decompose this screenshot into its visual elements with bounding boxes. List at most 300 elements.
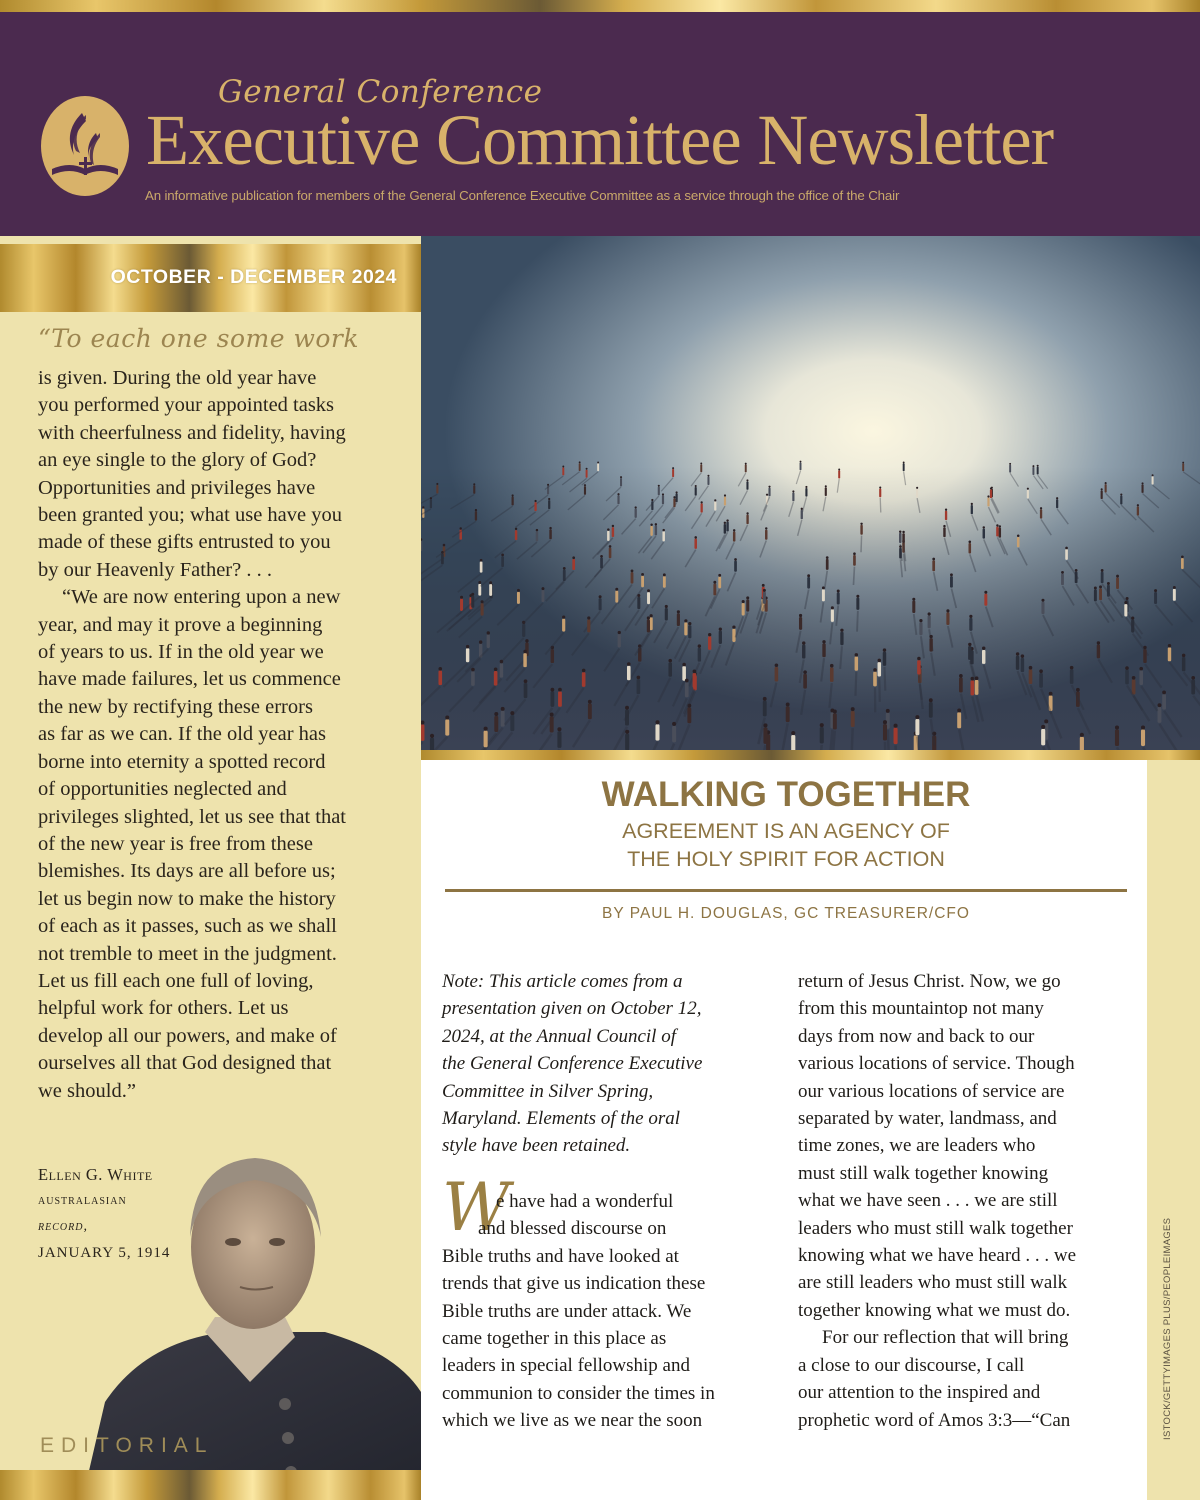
note-line: Note: This article comes from a	[442, 971, 683, 992]
person-head	[466, 645, 469, 648]
person-head	[438, 667, 442, 671]
person-head	[851, 707, 855, 711]
person-head	[695, 485, 697, 487]
person-head	[803, 670, 807, 674]
person-head	[534, 500, 536, 502]
person-figure	[987, 497, 989, 506]
quote-paragraph-2	[38, 584, 408, 1105]
person-figure	[655, 526, 657, 536]
article-header	[445, 775, 1127, 873]
person-figure	[655, 724, 659, 740]
person-figure	[668, 662, 672, 676]
person-figure	[695, 487, 697, 496]
byline: BY PAUL H. DOUGLAS, GC TREASURER/CFO	[602, 905, 970, 922]
person-head	[698, 644, 701, 647]
person-head	[946, 609, 949, 612]
person-figure	[484, 731, 488, 748]
person-head	[1040, 507, 1042, 509]
person-head	[742, 600, 745, 603]
publication-name-2: record,	[38, 1219, 88, 1234]
quote-line: ourselves all that God designed that	[38, 1052, 332, 1075]
person-figure	[673, 498, 675, 507]
person-figure	[1097, 645, 1100, 659]
quote-attribution	[38, 1162, 170, 1266]
quote-line: of years to us. If in the old year we	[38, 641, 324, 664]
adventist-flame-logo-icon	[40, 95, 130, 197]
person-figure	[745, 465, 747, 473]
person-head	[655, 523, 657, 525]
person-head	[1124, 601, 1127, 604]
person-figure	[599, 598, 602, 610]
person-head	[1116, 575, 1119, 578]
person-figure	[1125, 670, 1129, 685]
person-figure	[512, 496, 514, 505]
right-cream-strip	[1147, 760, 1200, 1500]
figure-shadow	[855, 672, 856, 696]
person-figure	[607, 531, 609, 541]
person-head	[1182, 654, 1186, 658]
person-head	[732, 626, 735, 629]
person-figure	[825, 487, 827, 496]
note-line: the General Conference Executive	[442, 1053, 703, 1075]
person-figure	[1099, 588, 1102, 600]
person-head	[517, 589, 520, 592]
person-head	[746, 512, 748, 514]
body-line: a close to our discourse, I call	[798, 1354, 1025, 1376]
person-head	[473, 483, 475, 485]
body-line: leaders in special fellowship and	[442, 1355, 690, 1377]
note-line: style have been retained.	[442, 1135, 631, 1157]
figure-shadow	[884, 667, 885, 691]
person-head	[838, 468, 840, 470]
person-head	[975, 676, 979, 680]
body-line: e have had a wonderful	[496, 1191, 674, 1212]
person-figure	[1065, 549, 1068, 560]
person-figure	[647, 592, 650, 604]
person-head	[1101, 569, 1104, 572]
person-figure	[694, 539, 697, 549]
person-head	[637, 594, 640, 597]
person-head	[1115, 725, 1119, 729]
person-figure	[676, 493, 678, 502]
person-figure	[1105, 484, 1107, 493]
person-head	[1044, 719, 1048, 723]
quote-line: we should.”	[38, 1079, 136, 1102]
person-head	[694, 536, 697, 539]
person-head	[658, 485, 660, 487]
person-head	[475, 509, 477, 511]
person-head	[860, 523, 862, 525]
person-head	[586, 468, 588, 470]
person-figure	[801, 510, 803, 519]
person-head	[765, 527, 767, 529]
person-figure	[732, 629, 735, 642]
person-figure	[682, 666, 686, 681]
person-head	[826, 556, 829, 559]
person-head	[481, 600, 484, 603]
person-head	[768, 486, 770, 488]
person-head	[584, 484, 586, 486]
person-head	[641, 573, 644, 576]
tagline: An informative publication for members of the General Conference Executive Committee as a service through the office of the Chair	[145, 188, 900, 203]
person-figure	[820, 727, 824, 744]
person-head	[562, 466, 564, 468]
person-figure	[1016, 656, 1019, 670]
person-figure	[928, 615, 931, 628]
publication-record: record	[38, 1219, 84, 1234]
person-figure	[768, 488, 770, 497]
person-head	[763, 723, 767, 727]
person-figure	[765, 530, 767, 540]
person-figure	[551, 649, 554, 663]
person-figure	[763, 592, 766, 604]
person-head	[903, 462, 905, 464]
person-figure	[523, 653, 526, 667]
figure-shadow	[861, 536, 862, 553]
person-head	[734, 558, 737, 561]
quote-line: blemishes. Its days are all before us;	[38, 860, 336, 883]
note-line: 2024, at the Annual Council of	[442, 1025, 676, 1047]
figure-shadow	[852, 728, 853, 750]
quote-line: with cheerfulness and fidelity, having	[38, 421, 346, 444]
person-head	[902, 531, 904, 533]
person-figure	[856, 598, 859, 610]
person-head	[708, 633, 711, 636]
person-head	[422, 506, 424, 508]
person-figure	[612, 527, 614, 537]
person-figure	[719, 631, 722, 644]
person-figure	[1037, 467, 1039, 475]
person-figure	[1158, 707, 1162, 723]
person-head	[1173, 586, 1176, 589]
article-column-2	[798, 968, 1143, 1434]
person-head	[1065, 547, 1068, 550]
person-head	[1143, 646, 1146, 649]
person-head	[894, 724, 898, 728]
person-head	[655, 720, 659, 724]
person-head	[943, 525, 945, 527]
person-figure	[957, 712, 961, 728]
person-figure	[481, 603, 484, 615]
person-head	[471, 668, 475, 672]
body-line: days from now and back to our	[798, 1025, 1035, 1047]
person-figure	[822, 589, 825, 601]
bottom-gold-bar	[0, 1470, 421, 1500]
person-figure	[915, 719, 919, 735]
person-head	[685, 679, 689, 683]
quote-line: of opportunities neglected and	[38, 778, 287, 801]
person-figure	[663, 576, 666, 588]
person-figure	[734, 561, 737, 572]
person-head	[840, 629, 843, 632]
person-figure	[1017, 537, 1020, 547]
person-head	[615, 588, 618, 591]
person-head	[718, 574, 721, 577]
person-head	[855, 653, 858, 656]
person-figure	[436, 485, 438, 494]
person-head	[932, 558, 935, 561]
person-head	[1029, 666, 1033, 670]
person-head	[825, 485, 827, 487]
person-head	[662, 529, 664, 531]
person-head	[1162, 690, 1166, 694]
body-line: various locations of service. Though	[798, 1053, 1075, 1075]
person-head	[478, 581, 481, 584]
person-head	[959, 674, 963, 678]
person-head	[700, 462, 702, 464]
person-figure	[917, 660, 921, 674]
person-head	[1139, 667, 1143, 671]
person-head	[430, 734, 434, 738]
person-figure	[662, 531, 664, 541]
script-title: General Conference	[218, 74, 543, 110]
person-head	[501, 707, 505, 711]
person-figure	[969, 618, 972, 631]
person-head	[443, 544, 446, 547]
person-head	[489, 581, 492, 584]
issue-date: OCTOBER - DECEMBER 2024	[110, 266, 397, 288]
person-head	[662, 493, 664, 495]
person-head	[833, 710, 837, 714]
person-head	[912, 598, 915, 601]
body-line: For our reflection that will bring	[822, 1327, 1069, 1349]
person-figure	[724, 524, 726, 534]
person-head	[714, 499, 716, 501]
person-head	[929, 698, 933, 702]
person-figure	[873, 672, 877, 687]
person-head	[1125, 666, 1129, 670]
body-line: came together in this place as	[442, 1328, 667, 1350]
person-head	[600, 555, 603, 558]
person-head	[724, 522, 726, 524]
person-figure	[579, 463, 581, 471]
person-figure	[597, 463, 599, 471]
person-figure	[726, 522, 728, 532]
person-head	[460, 596, 463, 599]
person-head	[915, 715, 919, 719]
person-head	[515, 528, 517, 530]
person-head	[1137, 504, 1139, 506]
person-figure	[421, 724, 424, 740]
person-figure	[1070, 669, 1074, 684]
person-figure	[684, 622, 687, 635]
person-figure	[501, 711, 505, 727]
body-line: together knowing what we must do.	[798, 1299, 1071, 1321]
editor-note	[442, 968, 782, 1160]
quote-line: let us begin now to make the history	[38, 887, 336, 910]
person-figure	[912, 601, 915, 613]
person-figure	[557, 731, 561, 748]
person-figure	[562, 619, 565, 632]
person-figure	[1141, 484, 1143, 493]
author-name: Ellen G. White	[38, 1165, 153, 1184]
quote-line: made of these gifts entrusted to you	[38, 531, 331, 554]
quote-line: you performed your appointed tasks	[38, 394, 335, 417]
date-band	[0, 244, 421, 312]
body-line: from this mountaintop not many	[798, 998, 1044, 1020]
body-line: are still leaders who must still walk	[798, 1272, 1068, 1294]
body-line: Bible truths and have looked at	[442, 1245, 679, 1267]
person-figure	[700, 464, 702, 472]
person-figure	[899, 533, 901, 543]
figure-shadow	[853, 567, 854, 585]
figure-shadow	[888, 730, 889, 750]
person-head	[558, 688, 562, 692]
article-subhead	[445, 817, 1127, 873]
person-head	[968, 643, 971, 646]
person-head	[617, 493, 619, 495]
figure-shadow	[857, 611, 858, 632]
person-head	[791, 731, 795, 735]
person-figure	[618, 634, 621, 647]
publication-date: JANUARY 5, 1914	[38, 1245, 171, 1261]
person-figure	[1120, 496, 1122, 505]
person-head	[551, 688, 555, 692]
person-figure	[718, 577, 721, 589]
person-head	[647, 616, 650, 619]
person-figure	[430, 499, 432, 508]
person-figure	[860, 525, 862, 535]
person-head	[786, 702, 790, 706]
quote-body	[38, 365, 408, 1105]
person-head	[996, 524, 998, 526]
person-figure	[548, 500, 550, 509]
editorial-sidebar	[0, 236, 421, 1500]
person-head	[917, 657, 921, 661]
person-figure	[916, 489, 918, 498]
person-figure	[803, 674, 807, 689]
person-figure	[672, 726, 676, 742]
person-figure	[588, 703, 592, 719]
person-figure	[637, 597, 640, 609]
person-figure	[971, 505, 973, 514]
person-head	[792, 490, 794, 492]
person-figure	[1080, 737, 1084, 750]
person-figure	[550, 716, 554, 732]
person-figure	[650, 526, 652, 536]
newsletter-title: Executive Committee Newsletter	[146, 100, 1054, 180]
person-figure	[802, 645, 805, 659]
person-figure	[838, 470, 840, 478]
person-figure	[855, 656, 858, 670]
person-head	[579, 461, 581, 463]
quote-line: is given. During the old year have	[38, 367, 317, 389]
quote-line: of the new year is free from these	[38, 832, 313, 855]
hero-gold-bar	[421, 750, 1200, 760]
person-figure	[946, 612, 949, 625]
person-figure	[996, 527, 998, 537]
person-figure	[1027, 490, 1029, 499]
body-line: knowing what we have heard . . . we	[798, 1245, 1077, 1267]
person-head	[1027, 488, 1029, 490]
note-line: Committee in Silver Spring,	[442, 1080, 654, 1102]
person-head	[805, 486, 807, 488]
person-figure	[1039, 673, 1043, 688]
body-line: return of Jesus Christ. Now, we go	[798, 971, 1061, 992]
person-head	[724, 494, 726, 496]
person-figure	[625, 734, 629, 750]
person-head	[536, 529, 538, 531]
person-head	[1070, 666, 1074, 670]
person-figure	[1168, 647, 1171, 661]
person-head	[763, 697, 767, 701]
person-figure	[1032, 467, 1034, 475]
quote-line: not tremble to meet in the judgment.	[38, 942, 337, 965]
person-head	[430, 497, 432, 499]
body-line: which we live as we near the soon	[442, 1410, 703, 1432]
person-head	[969, 615, 972, 618]
person-head	[651, 499, 653, 501]
subhead-line: AGREEMENT IS AN AGENCY OF	[622, 819, 950, 843]
person-head	[688, 622, 691, 625]
person-figure	[840, 632, 843, 645]
person-figure	[1162, 694, 1166, 709]
subhead-line: THE HOLY SPIRIT FOR ACTION	[627, 847, 945, 871]
person-figure	[698, 648, 701, 662]
person-figure	[894, 728, 898, 745]
person-head	[1105, 482, 1107, 484]
person-head	[647, 589, 650, 592]
person-head	[562, 616, 565, 619]
person-head	[524, 679, 528, 683]
article-headline: WALKING TOGETHER	[601, 775, 971, 814]
person-figure	[714, 501, 716, 510]
person-head	[1021, 654, 1025, 658]
person-figure	[460, 599, 463, 611]
quote-paragraph-1	[38, 365, 408, 584]
person-head	[1168, 644, 1171, 647]
person-figure	[510, 715, 514, 731]
person-head	[682, 663, 686, 667]
person-head	[627, 662, 631, 666]
person-figure	[746, 515, 748, 525]
person-head	[1107, 582, 1110, 585]
person-figure	[471, 671, 475, 686]
person-head	[945, 509, 947, 511]
person-figure	[534, 502, 536, 511]
person-figure	[879, 489, 881, 498]
person-head	[762, 584, 765, 587]
person-figure	[441, 554, 444, 565]
person-figure	[975, 680, 979, 695]
person-head	[1017, 535, 1020, 538]
person-figure	[990, 489, 992, 498]
person-head	[1016, 652, 1019, 655]
person-figure	[742, 603, 745, 615]
person-figure	[701, 503, 703, 512]
person-head	[693, 669, 697, 673]
person-head	[548, 498, 550, 500]
person-head	[631, 569, 634, 572]
person-head	[510, 711, 514, 715]
person-head	[1154, 589, 1157, 592]
person-head	[873, 668, 877, 672]
person-head	[1132, 676, 1136, 680]
person-head	[501, 554, 504, 557]
person-figure	[1137, 506, 1139, 515]
person-figure	[708, 636, 711, 650]
person-figure	[445, 719, 449, 735]
quote-line: year, and may it prove a beginning	[38, 613, 323, 636]
person-figure	[713, 584, 716, 596]
person-head	[1158, 703, 1162, 707]
drop-cap: W	[442, 1169, 510, 1246]
person-figure	[500, 663, 504, 677]
person-head	[487, 631, 490, 634]
person-figure	[421, 541, 422, 551]
person-figure	[853, 555, 856, 566]
person-figure	[466, 648, 469, 662]
